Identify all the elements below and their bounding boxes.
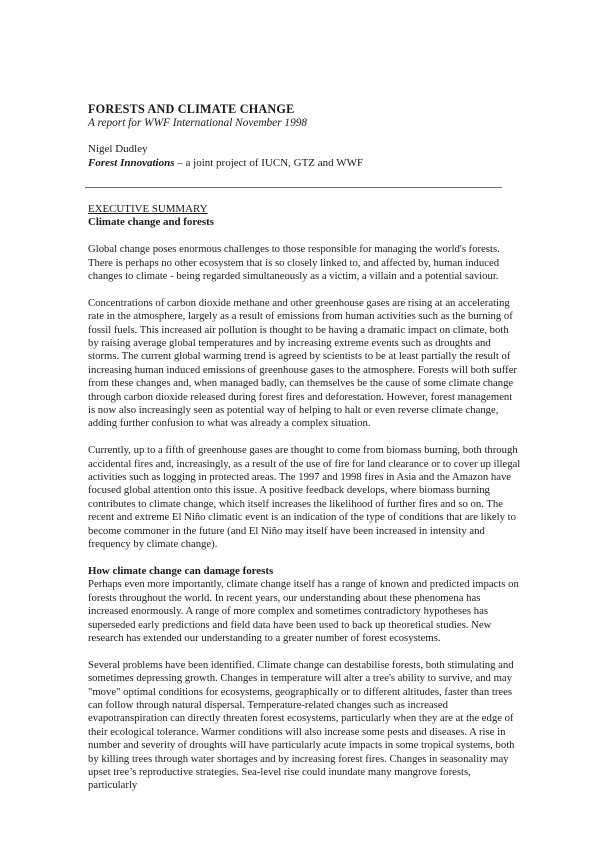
paragraph-climate-impacts: Perhaps even more importantly, climate change itself has a range of known and predicted impacts on forests throughout the world. In recent years, our understanding about these phenomena has increased enormously. A range of more complex and sometimes contradictory hypotheses has superseded early predictions and field data have been used to back up theoretical studies. New research has extended our understanding to a greater number of forest ecosystems.	[88, 578, 519, 644]
damage-forests-heading: How climate change can damage forests	[88, 564, 274, 577]
document-title: FORESTS AND CLIMATE CHANGE	[88, 102, 295, 116]
project-name: Forest Innovations	[88, 156, 175, 169]
document-content	[88, 102, 522, 793]
paragraph-biomass-burning: Currently, up to a fifth of greenhouse gases are thought to come from biomass burning, both through accidental fires and, increasingly, as a result of the use of fire for land clearance or to cover up illegal activities such as logging in protected areas. The 1997 and 1998 fires in Asia and the Amazon have focused global attention onto this issue. A positive feedback develops, where biomass burning contributes to climate change, which itself increases the likelihood of further fires and so on. The recent and extreme El Niño climatic event is an indication of the type of conditions that are likely to become commoner in the future (and El Niño may itself have been increased in intensity and frequency by climate change).	[88, 444, 521, 551]
paragraph-global-change: Global change poses enormous challenges to those responsible for managing the world's forests. There is perhaps no other ecosystem that is so closely linked to, and affected by, human induced changes to climate - being regarded simultaneously as a victim, a villain and a potential saviour.	[88, 243, 500, 283]
executive-summary-heading: EXECUTIVE SUMMARY	[88, 203, 208, 215]
paragraph-greenhouse-concentrations: Concentrations of carbon dioxide methane and other greenhouse gases are rising at an accelerating rate in the atmosphere, largely as a result of emissions from human activities such as the burning of fossil fuels. This increased air pollution is thought to be having a dramatic impact on climate, both by raising average global temperatures and by increasing extreme events such as droughts and storms. The current global warming trend is agreed by scientists to be at least partially the result of increasing human induced emissions of greenhouse gases to the atmosphere. Forests will both suffer from these changes and, when managed badly, can themselves be the cause of some climate change through carbon dioxide released during forest fires and deforestation. However, forest management is now also increasingly seen as potential way of helping to halt or even reverse climate change, adding further confusion to what was already a complex situation.	[88, 296, 517, 430]
project-description: – a joint project of IUCN, GTZ and WWF	[174, 156, 364, 169]
project-line	[88, 157, 522, 171]
author-name: Nigel Dudley	[88, 143, 148, 155]
climate-change-forests-heading: Climate change and forests	[88, 216, 214, 229]
author-block	[88, 143, 522, 170]
divider-rule	[85, 187, 502, 188]
document-subtitle: A report for WWF International November 1998	[88, 117, 308, 129]
paragraph-identified-problems: Several problems have been identified. Climate change can destabilise forests, both stimulating and sometimes depressing growth. Changes in temperature will alter a tree's ability to survive, and may "move" optimal conditions for ecosystems, geographically or to different altitudes, faster than trees can follow through natural dispersal. Temperature-related changes such as increased evapotranspiration can directly threaten forest ecosystems, particularly when they are at the edge of their ecological tolerance. Warmer conditions will also increase some pests and diseases. A rise in number and severity of droughts will have particularly acute impacts in some tropical systems, both by killing trees through water shortages and by increasing forest fires. Changes in seasonality may upset tree’s reproductive strategies. Sea-level rise could inundate many mangrove forests, particularly	[88, 658, 515, 792]
